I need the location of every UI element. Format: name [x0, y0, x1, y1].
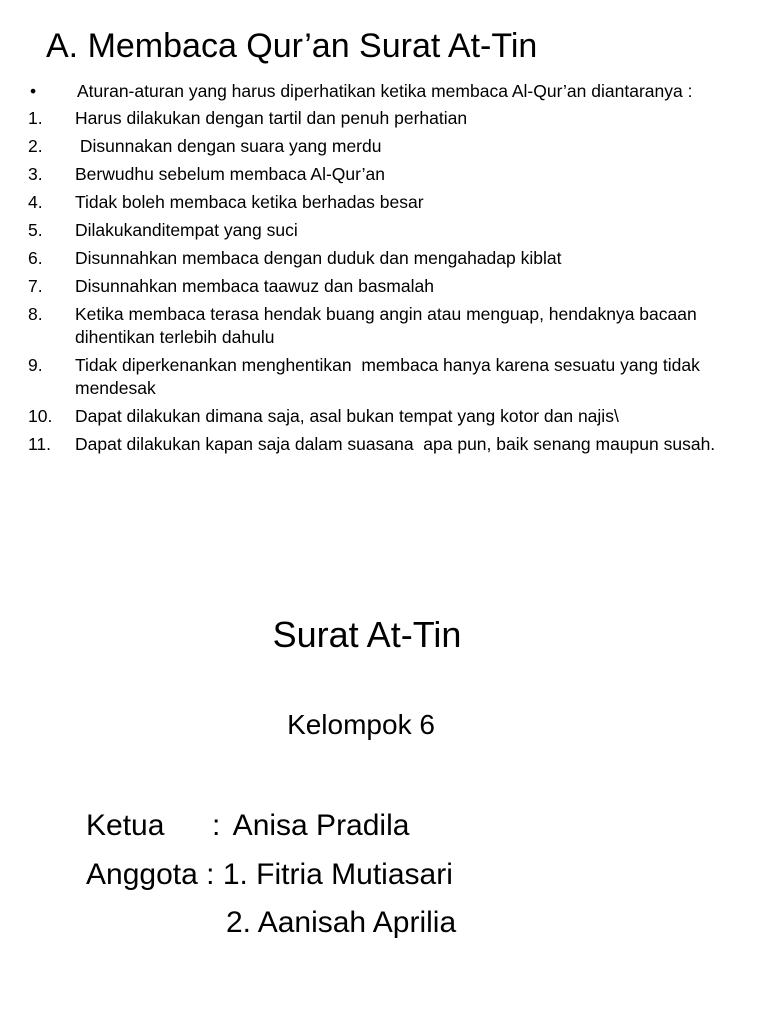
list-item — [28, 275, 728, 298]
list-number: 11. — [28, 434, 52, 454]
list-text: Ketika membaca terasa hendak buang angin atau menguap, hendaknya bacaan dihentikan terlebih dahulu — [75, 304, 697, 347]
page-title: A. Membaca Qur’an Surat At-Tin — [46, 27, 538, 65]
member-separator: : — [206, 858, 215, 891]
bullet-marker: • — [30, 81, 37, 101]
list-text: Disunnahkan membaca dengan duduk dan mengahadap kiblat — [75, 248, 562, 268]
list-item — [28, 219, 728, 242]
member-line — [226, 903, 456, 943]
member-label: Anggota — [86, 858, 198, 891]
list-item — [28, 135, 728, 158]
list-item — [28, 107, 728, 130]
member-name-2: 2. Aanisah Aprilia — [226, 906, 457, 939]
list-item — [28, 405, 728, 428]
list-number: 5. — [28, 220, 43, 240]
list-number: 6. — [28, 248, 43, 268]
list-text: Disunnahkan membaca taawuz dan basmalah — [75, 276, 434, 296]
leader-label: Ketua — [86, 809, 165, 842]
member-line — [86, 855, 453, 895]
intro-text: Aturan-aturan yang harus diperhatikan ketika membaca Al-Qur’an diantaranya : — [77, 81, 693, 101]
section-title: Surat At-Tin — [272, 614, 462, 655]
list-item — [28, 163, 728, 186]
rules-list — [28, 80, 728, 456]
list-number: 9. — [28, 355, 43, 375]
list-text: Tidak boleh membaca ketika berhadas besar — [75, 192, 424, 212]
leader-name: Anisa Pradila — [226, 809, 410, 842]
leader-line — [86, 806, 409, 846]
list-number: 3. — [28, 164, 43, 184]
list-text: Tidak diperkenankan menghentikan membaca hanya karena sesuatu yang tidak mendesak — [75, 355, 705, 398]
leader-separator: : — [212, 809, 221, 842]
list-text: Dapat dilakukan dimana saja, asal bukan tempat yang kotor dan najis\ — [75, 406, 619, 426]
list-number: 10. — [28, 406, 53, 426]
list-number: 1. — [28, 108, 43, 128]
list-number: 2. — [28, 136, 43, 156]
list-number: 4. — [28, 192, 43, 212]
list-item — [28, 303, 728, 349]
list-item — [28, 80, 728, 103]
list-item — [28, 247, 728, 270]
list-text: Harus dilakukan dengan tartil dan penuh perhatian — [75, 108, 468, 128]
member-name-1: 1. Fitria Mutiasari — [222, 858, 453, 891]
list-number: 8. — [28, 304, 43, 324]
list-item — [28, 354, 728, 400]
list-item — [28, 191, 728, 214]
list-text: Dapat dilakukan kapan saja dalam suasana apa pun, baik senang maupun susah. — [75, 434, 716, 454]
list-number: 7. — [28, 276, 43, 296]
list-text: Berwudhu sebelum membaca Al-Qur’an — [75, 164, 385, 184]
list-item — [28, 433, 728, 456]
list-text: Dilakukanditempat yang suci — [75, 220, 298, 240]
list-text: Disunnakan dengan suara yang merdu — [75, 136, 382, 156]
group-name: Kelompok 6 — [287, 709, 435, 740]
